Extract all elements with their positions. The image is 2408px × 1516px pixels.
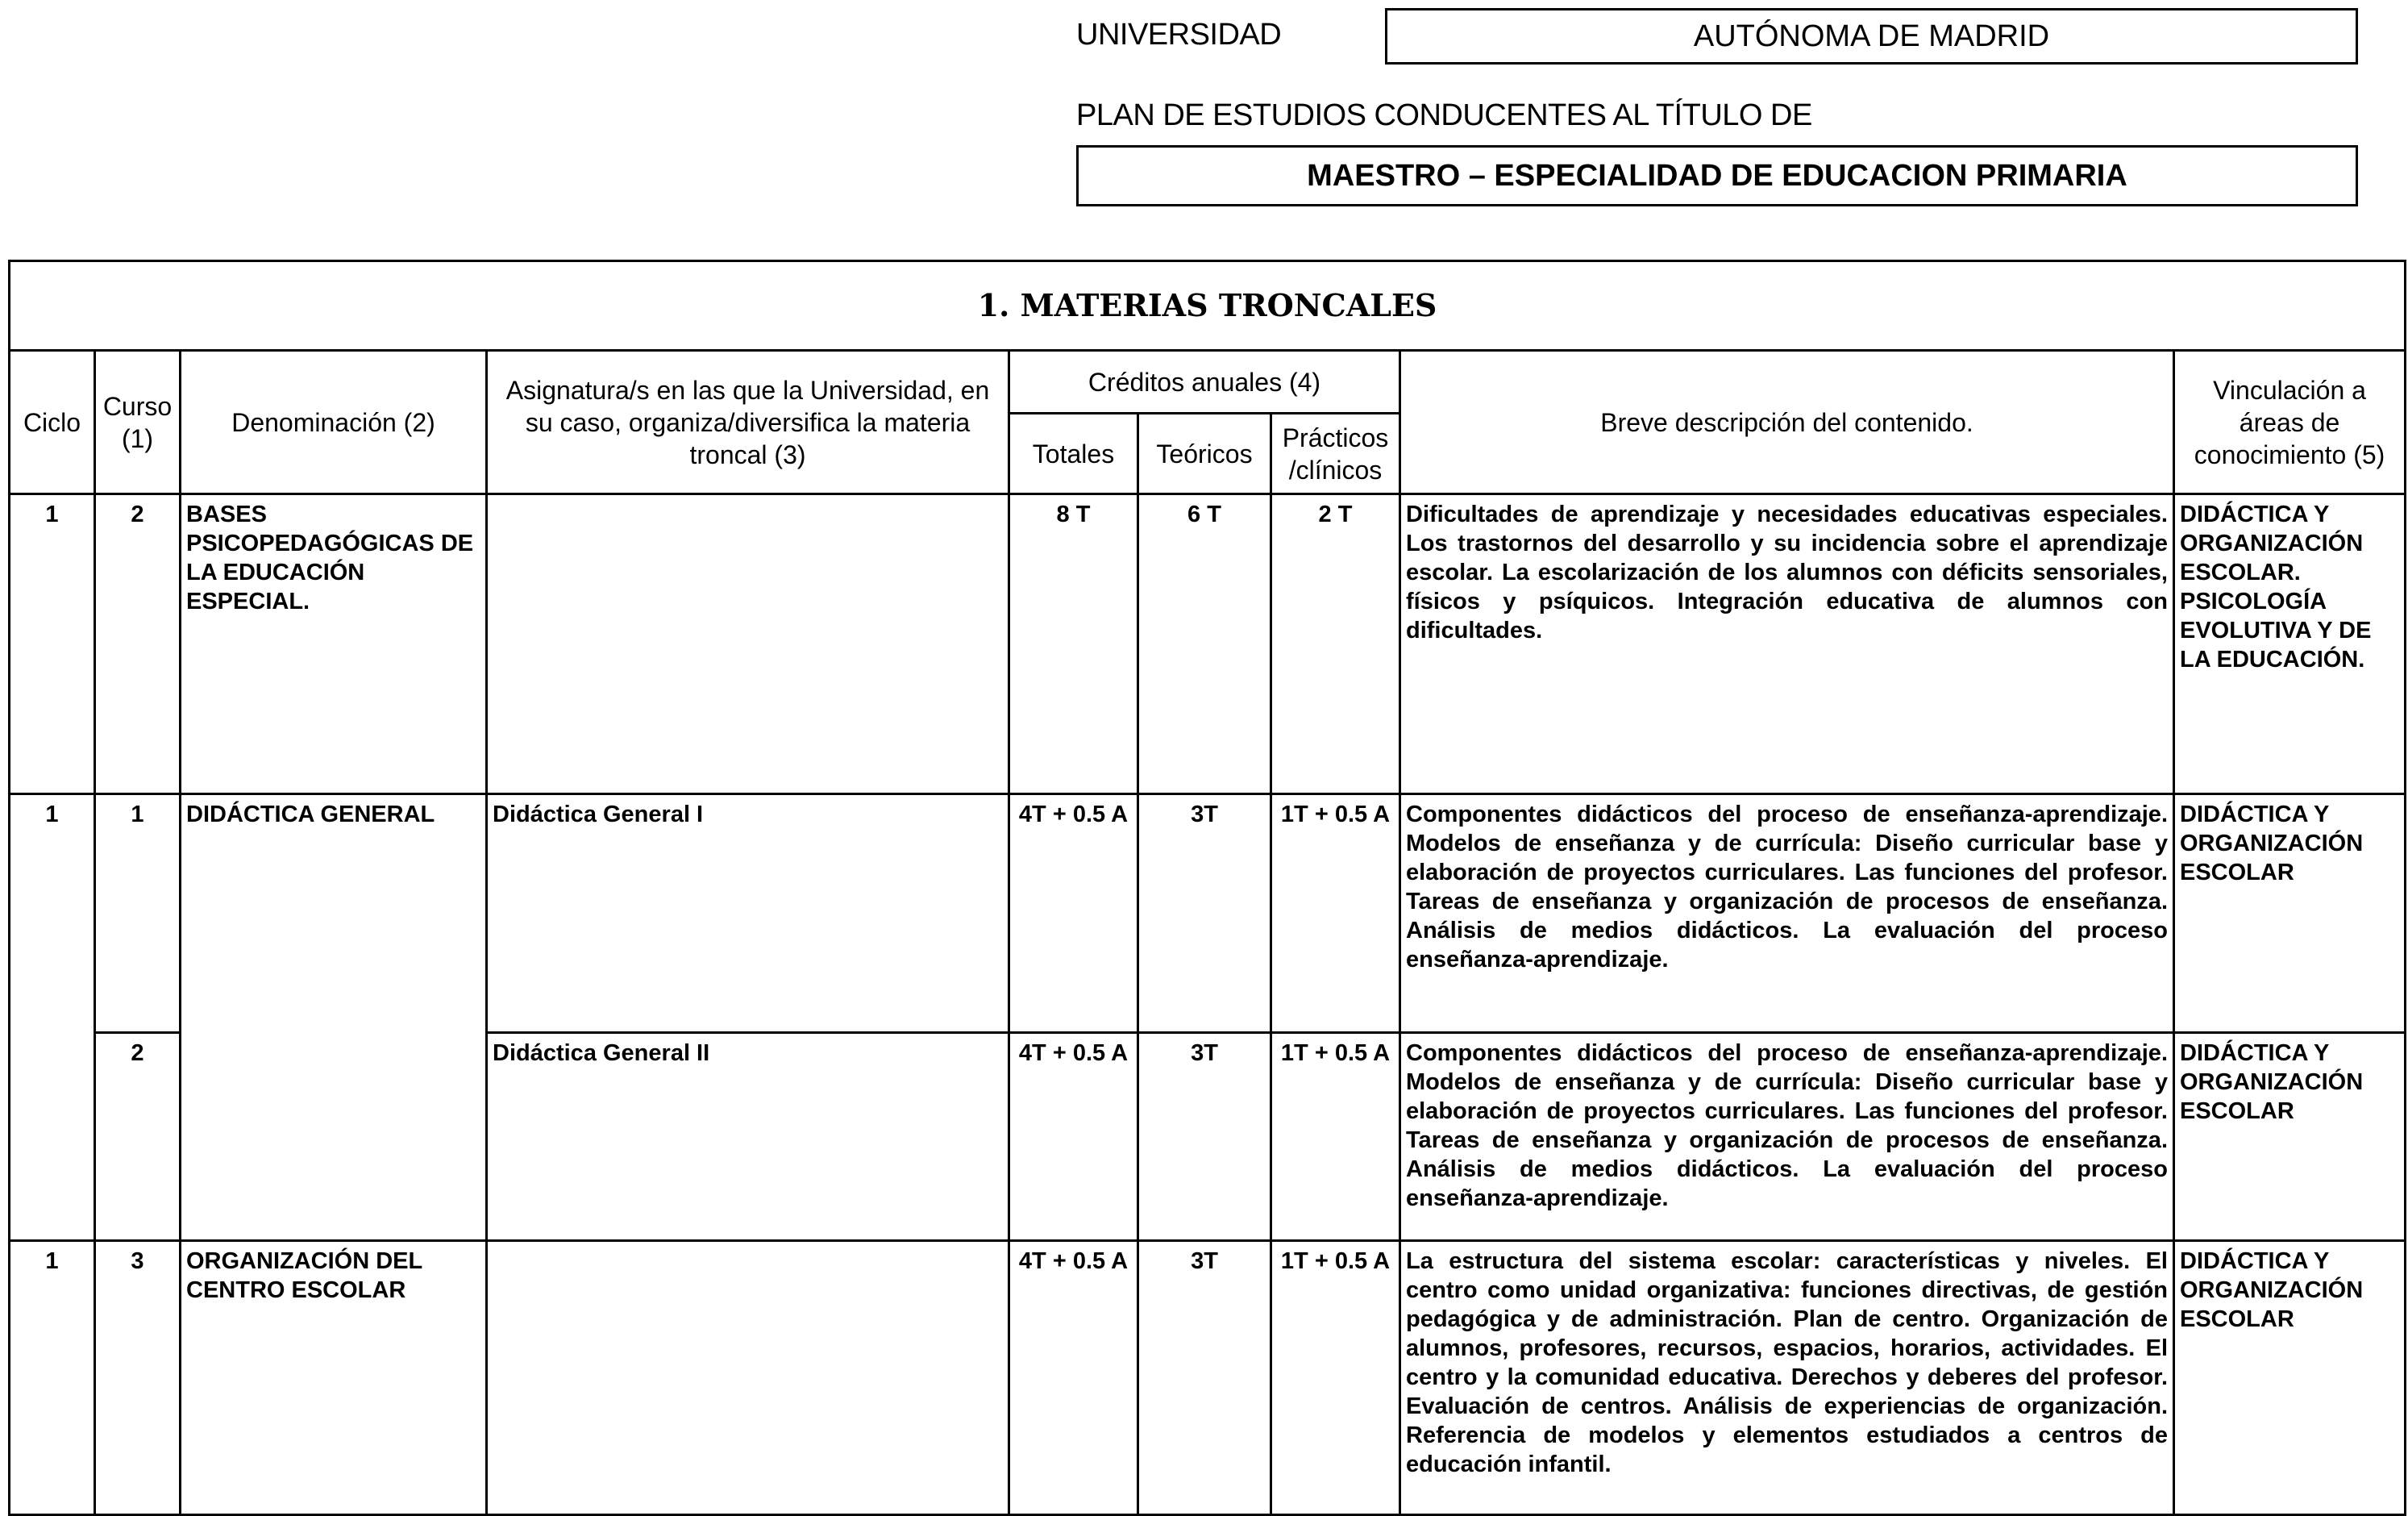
cell-practicos: 1T + 0.5 A: [1271, 794, 1400, 1033]
university-name: AUTÓNOMA DE MADRID: [1693, 19, 2050, 53]
cell-asignatura: Didáctica General II: [487, 1033, 1009, 1241]
cell-teoricos: 6 T: [1138, 494, 1271, 794]
table-caption: 1. MATERIAS TRONCALES: [10, 261, 2406, 351]
cell-asignatura: [487, 1241, 1009, 1515]
cell-curso: 2: [95, 494, 181, 794]
cell-curso: 3: [95, 1241, 181, 1515]
cell-totales: 4T + 0.5 A: [1009, 1241, 1138, 1515]
cell-descripcion: Componentes didácticos del proceso de enseñanza-aprendizaje. Modelos de enseñanza y de currícula: Diseño curricular base y elaboración de proyectos curriculares. Las funciones del profesor. Tareas de enseñanza y organización de procesos de enseñanza. Análisis de medios didácticos. La evaluación del proceso enseñanza-aprendizaje.: [1400, 794, 2174, 1033]
cell-denominacion: BASES PSICOPEDAGÓGICAS DE LA EDUCACIÓN ESPECIAL.: [181, 494, 487, 794]
table-row: [10, 794, 2406, 1033]
cell-descripcion: Componentes didácticos del proceso de enseñanza-aprendizaje. Modelos de enseñanza y de currícula: Diseño curricular base y elaboración de proyectos curriculares. Las funciones del profesor. Tareas de enseñanza y organización de procesos de enseñanza. Análisis de medios didácticos. La evaluación del proceso enseñanza-aprendizaje.: [1400, 1033, 2174, 1241]
plan-label: PLAN DE ESTUDIOS CONDUCENTES AL TÍTULO DE: [1076, 98, 1812, 132]
cell-curso: 1: [95, 794, 181, 1033]
cell-vinculacion: DIDÁCTICA Y ORGANIZACIÓN ESCOLAR. PSICOLOGÍA EVOLUTIVA Y DE LA EDUCACIÓN.: [2174, 494, 2406, 794]
cell-totales: 4T + 0.5 A: [1009, 794, 1138, 1033]
degree-title: MAESTRO – ESPECIALIDAD DE EDUCACION PRIMARIA: [1307, 158, 2127, 193]
col-header-creditos: Créditos anuales (4): [1009, 351, 1400, 414]
cell-asignatura: Didáctica General I: [487, 794, 1009, 1033]
cell-descripcion: La estructura del sistema escolar: características y niveles. El centro como unidad organizativa: funciones directivas, de gestión pedagógica y de administración. Plan de centro. Organización de alumnos, profesores, recursos, espacios, horarios, actividades. El centro y la comunidad educativa. Derechos y deberes del profesor. Evaluación de centros. Análisis de experiencias de organización. Referencia de modelos y elementos estudiados a centros de educación infantil.: [1400, 1241, 2174, 1515]
table-row: [10, 1241, 2406, 1515]
col-header-curso: Curso (1): [95, 351, 181, 494]
cell-practicos: 2 T: [1271, 494, 1400, 794]
col-header-descripcion: Breve descripción del contenido.: [1400, 351, 2174, 494]
cell-ciclo: 1: [10, 494, 95, 794]
col-header-ciclo: Ciclo: [10, 351, 95, 494]
cell-practicos: 1T + 0.5 A: [1271, 1241, 1400, 1515]
col-header-denominacion: Denominación (2): [181, 351, 487, 494]
cell-vinculacion: DIDÁCTICA Y ORGANIZACIÓN ESCOLAR: [2174, 1033, 2406, 1241]
materias-troncales-table: [8, 260, 2406, 1516]
cell-practicos: 1T + 0.5 A: [1271, 1033, 1400, 1241]
col-header-teoricos: Teóricos: [1138, 414, 1271, 494]
cell-teoricos: 3T: [1138, 794, 1271, 1033]
col-header-vinculacion: Vinculación a áreas de conocimiento (5): [2174, 351, 2406, 494]
cell-teoricos: 3T: [1138, 1241, 1271, 1515]
cell-ciclo: 1: [10, 1241, 95, 1515]
cell-vinculacion: DIDÁCTICA Y ORGANIZACIÓN ESCOLAR: [2174, 1241, 2406, 1515]
cell-curso: 2: [95, 1033, 181, 1241]
cell-asignatura: [487, 494, 1009, 794]
university-name-box: [1385, 8, 2358, 65]
university-label: UNIVERSIDAD: [1076, 18, 1282, 52]
col-header-practicos: Prácticos /clínicos: [1271, 414, 1400, 494]
col-header-asignaturas: Asignatura/s en las que la Universidad, en su caso, organiza/diversifica la materia troncal (3): [487, 351, 1009, 494]
cell-ciclo: 1: [10, 794, 95, 1241]
cell-teoricos: 3T: [1138, 1033, 1271, 1241]
degree-title-box: [1076, 145, 2358, 206]
cell-totales: 4T + 0.5 A: [1009, 1033, 1138, 1241]
cell-denominacion: ORGANIZACIÓN DEL CENTRO ESCOLAR: [181, 1241, 487, 1515]
cell-totales: 8 T: [1009, 494, 1138, 794]
table-row: [10, 494, 2406, 794]
col-header-totales: Totales: [1009, 414, 1138, 494]
cell-denominacion: DIDÁCTICA GENERAL: [181, 794, 487, 1241]
cell-vinculacion: DIDÁCTICA Y ORGANIZACIÓN ESCOLAR: [2174, 794, 2406, 1033]
cell-descripcion: Dificultades de aprendizaje y necesidades educativas especiales. Los trastornos del desarrollo y su incidencia sobre el aprendizaje escolar. La escolarización de los alumnos con déficits sensoriales, físicos y psíquicos. Integración educativa de alumnos con dificultades.: [1400, 494, 2174, 794]
